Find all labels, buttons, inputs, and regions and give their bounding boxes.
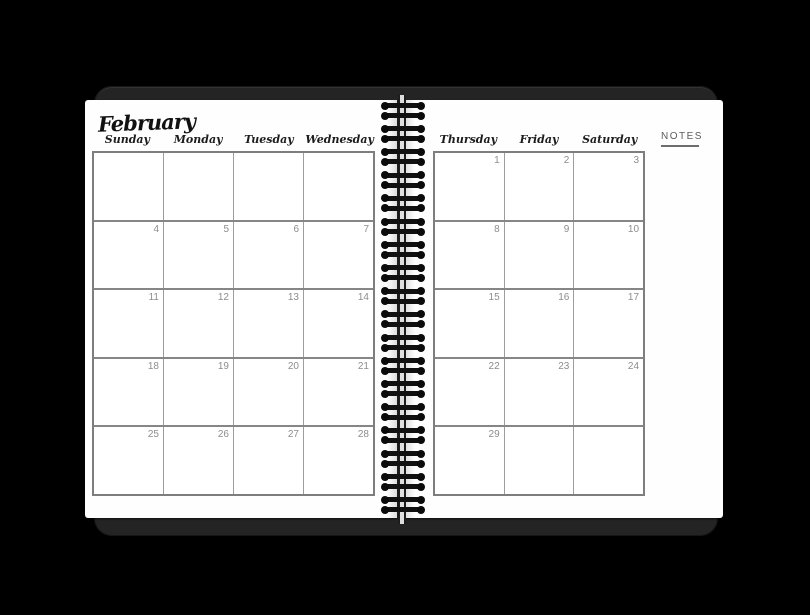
calendar-cell-empty[interactable] bbox=[303, 153, 373, 220]
cell-date: 29 bbox=[488, 429, 500, 441]
cell-date: 1 bbox=[494, 155, 500, 166]
cell-date: 12 bbox=[217, 292, 229, 304]
calendar-grid-right bbox=[433, 151, 645, 496]
cell-date: 26 bbox=[217, 429, 229, 441]
calendar-cell-23[interactable] bbox=[504, 359, 574, 426]
cell-date: 24 bbox=[627, 360, 640, 372]
calendar-cell-21[interactable] bbox=[303, 359, 373, 426]
calendar-cell-6[interactable] bbox=[233, 222, 303, 289]
cell-date: 20 bbox=[287, 360, 299, 372]
cell-date: 8 bbox=[494, 223, 500, 235]
cell-date: 3 bbox=[633, 155, 640, 166]
calendar-cell-4[interactable] bbox=[94, 222, 163, 289]
calendar-row bbox=[435, 357, 643, 426]
page-left bbox=[85, 100, 397, 518]
calendar-cell-14[interactable] bbox=[303, 290, 373, 357]
calendar-row bbox=[94, 153, 373, 220]
cell-date: 19 bbox=[217, 360, 229, 372]
calendar-cell-8[interactable] bbox=[435, 222, 504, 289]
day-header-tuesday: Tuesday bbox=[244, 133, 294, 146]
cell-date: 17 bbox=[627, 292, 640, 304]
day-headers-right bbox=[433, 133, 645, 149]
calendar-row bbox=[435, 288, 643, 357]
calendar-cell-empty[interactable] bbox=[573, 427, 643, 494]
calendar-row bbox=[435, 425, 643, 494]
calendar-cell-24[interactable] bbox=[573, 359, 643, 426]
cell-date: 28 bbox=[357, 429, 369, 441]
cell-date: 21 bbox=[357, 360, 369, 372]
page-right bbox=[405, 100, 723, 518]
calendar-cell-9[interactable] bbox=[504, 222, 574, 289]
day-header-thursday: Thursday bbox=[439, 133, 498, 146]
calendar-cell-28[interactable] bbox=[303, 427, 373, 494]
cell-date: 10 bbox=[627, 223, 640, 235]
calendar-cell-2[interactable] bbox=[504, 153, 574, 220]
calendar-cell-26[interactable] bbox=[163, 427, 233, 494]
day-header-wednesday: Wednesday bbox=[305, 133, 374, 146]
calendar-cell-7[interactable] bbox=[303, 222, 373, 289]
calendar-cell-22[interactable] bbox=[435, 359, 504, 426]
day-headers-left bbox=[92, 133, 375, 149]
calendar-cell-empty[interactable] bbox=[163, 153, 233, 220]
cell-date: 6 bbox=[293, 223, 299, 235]
month-title: February bbox=[97, 108, 196, 137]
day-header-sunday: Sunday bbox=[104, 133, 150, 146]
cell-date: 5 bbox=[223, 223, 229, 235]
notes-label: NOTES bbox=[661, 131, 699, 147]
calendar-row bbox=[94, 425, 373, 494]
calendar-row bbox=[94, 357, 373, 426]
cell-date: 18 bbox=[147, 360, 159, 372]
calendar-cell-1[interactable] bbox=[435, 153, 504, 220]
calendar-cell-19[interactable] bbox=[163, 359, 233, 426]
cell-date: 27 bbox=[287, 429, 299, 441]
calendar-cell-empty[interactable] bbox=[504, 427, 574, 494]
calendar-cell-empty[interactable] bbox=[94, 153, 163, 220]
cell-date: 14 bbox=[357, 292, 369, 304]
calendar-cell-17[interactable] bbox=[573, 290, 643, 357]
calendar-cell-18[interactable] bbox=[94, 359, 163, 426]
calendar-row bbox=[435, 220, 643, 289]
cell-date: 13 bbox=[287, 292, 299, 304]
calendar-cell-3[interactable] bbox=[573, 153, 643, 220]
calendar-cell-15[interactable] bbox=[435, 290, 504, 357]
calendar-cell-16[interactable] bbox=[504, 290, 574, 357]
calendar-cell-29[interactable] bbox=[435, 427, 504, 494]
cell-date: 7 bbox=[363, 223, 369, 235]
calendar-cell-12[interactable] bbox=[163, 290, 233, 357]
cell-date: 25 bbox=[147, 429, 159, 441]
calendar-cell-27[interactable] bbox=[233, 427, 303, 494]
cell-date: 11 bbox=[148, 292, 159, 304]
calendar-cell-11[interactable] bbox=[94, 290, 163, 357]
calendar-cell-10[interactable] bbox=[573, 222, 643, 289]
calendar-cell-empty[interactable] bbox=[233, 153, 303, 220]
calendar-cell-20[interactable] bbox=[233, 359, 303, 426]
day-header-monday: Monday bbox=[173, 133, 223, 146]
calendar-row bbox=[94, 288, 373, 357]
calendar-cell-13[interactable] bbox=[233, 290, 303, 357]
cell-date: 4 bbox=[153, 223, 159, 235]
cell-date: 15 bbox=[488, 292, 500, 304]
calendar-row bbox=[435, 153, 643, 220]
calendar-cell-25[interactable] bbox=[94, 427, 163, 494]
calendar-row bbox=[94, 220, 373, 289]
cell-date: 2 bbox=[563, 155, 570, 166]
cell-date: 9 bbox=[563, 223, 570, 235]
day-header-friday: Friday bbox=[519, 133, 559, 146]
cell-date: 22 bbox=[488, 360, 500, 372]
calendar-grid-left bbox=[92, 151, 375, 496]
calendar-cell-5[interactable] bbox=[163, 222, 233, 289]
day-header-saturday: Saturday bbox=[582, 133, 638, 146]
cell-date: 23 bbox=[558, 360, 570, 372]
cell-date: 16 bbox=[558, 292, 570, 304]
